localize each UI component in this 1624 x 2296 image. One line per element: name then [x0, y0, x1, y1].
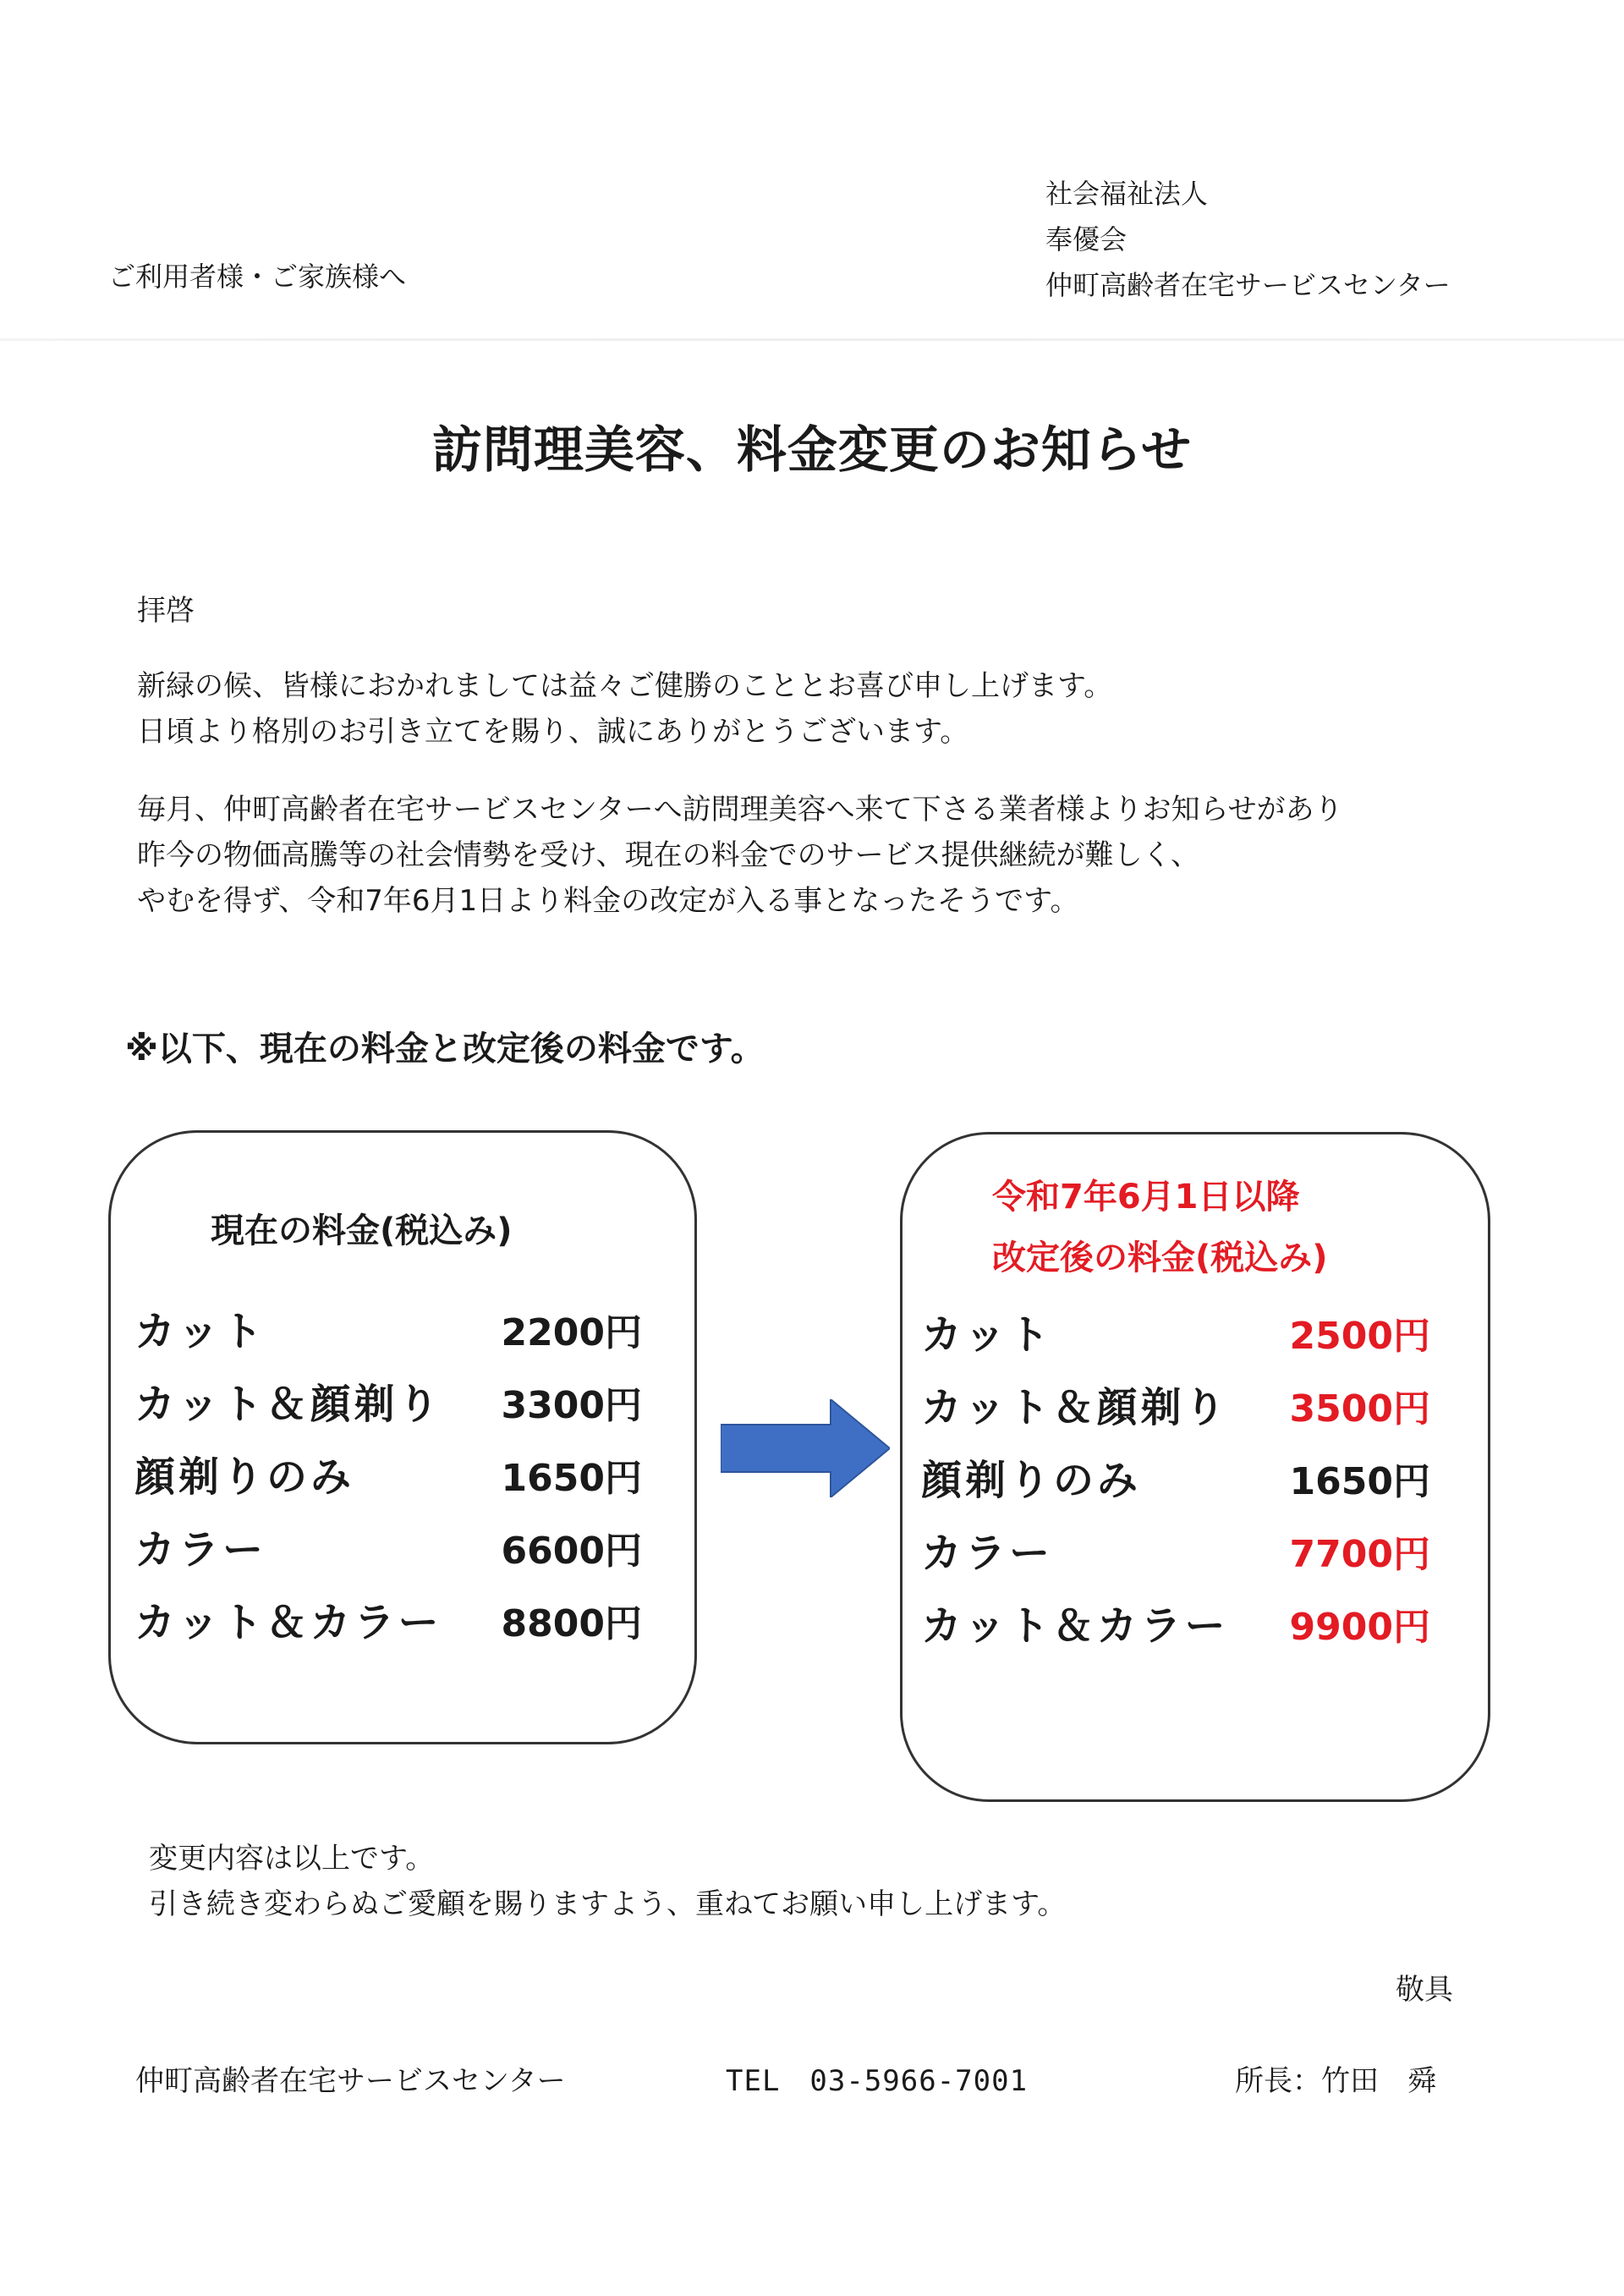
new-item-price: 2500円: [1289, 1315, 1430, 1358]
sender-block: [1045, 171, 1451, 308]
current-item-price: 6600円: [501, 1530, 642, 1573]
new-price-heading: 改定後の料金(税込み): [992, 1239, 1328, 1277]
current-item-price: 2200円: [501, 1311, 642, 1354]
right-arrow-icon: [721, 1399, 890, 1497]
closing-line: 変更内容は以上です。: [149, 1842, 435, 1876]
new-item-name: カット＆カラー: [921, 1602, 1229, 1650]
current-item-name: カット＆カラー: [134, 1599, 442, 1646]
current-item-name: カット＆顔剃り: [134, 1381, 442, 1428]
new-item-name: カット＆顔剃り: [921, 1384, 1229, 1431]
paragraph-1-line: 新緑の候、皆様におかれましては益々ご健勝のこととお喜び申し上げます。: [137, 669, 1113, 703]
sender-corporation-name: 奉優会: [1045, 223, 1127, 255]
current-price-box: [108, 1130, 697, 1744]
paragraph-1-line: 日頃より格別のお引き立てを賜り、誠にありがとうございます。: [137, 715, 969, 749]
new-item-name: カット: [921, 1311, 1053, 1359]
current-item-price: 1650円: [501, 1457, 642, 1500]
new-price-effective-date: 令和7年6月1日以降: [992, 1178, 1300, 1217]
new-item-price: 9900円: [1289, 1606, 1430, 1649]
scan-divider: [0, 338, 1624, 341]
paragraph-2-line: 昨今の物価高騰等の社会情勢を受け、現在の料金でのサービス提供継続が難しく、: [137, 838, 1199, 872]
paragraph-1: [137, 663, 1112, 755]
price-note: ※以下、現在の料金と改定後の料金です。: [125, 1030, 765, 1068]
new-item-price: 3500円: [1289, 1387, 1430, 1431]
closing-text: [149, 1836, 1066, 1927]
paragraph-2: [137, 787, 1343, 924]
current-item-price: 8800円: [501, 1602, 642, 1645]
current-item-name: カット: [134, 1308, 266, 1355]
new-item-price: 7700円: [1289, 1533, 1430, 1576]
current-price-heading: 現在の料金(税込み): [211, 1211, 513, 1250]
paragraph-2-line: 毎月、仲町高齢者在宅サービスセンターへ訪問理美容へ来て下さる業者様よりお知らせがあり: [137, 793, 1343, 827]
page-title: 訪問理美容、料金変更のお知らせ: [431, 420, 1193, 479]
footer-tel: TEL 03-5966-7001: [726, 2064, 1029, 2098]
sender-center-name: 仲町高齢者在宅サービスセンター: [1045, 269, 1451, 301]
paragraph-2-line: やむを得ず、令和7年6月1日より料金の改定が入る事となったそうです。: [137, 884, 1079, 918]
current-item-price: 3300円: [501, 1384, 642, 1427]
footer-director: 所長：竹田 舜: [1235, 2064, 1436, 2098]
current-item-name: 顔剃りのみ: [134, 1453, 355, 1501]
greeting: 拝啓: [137, 594, 195, 628]
sign-off: 敬具: [1396, 1973, 1453, 2007]
new-item-price: 1650円: [1289, 1460, 1430, 1503]
addressee: ご利用者様・ご家族様へ: [108, 261, 407, 293]
closing-line: 引き続き変わらぬご愛顧を賜りますよう、重ねてお願い申し上げます。: [149, 1887, 1067, 1921]
footer-center-name: 仲町高齢者在宅サービスセンター: [135, 2064, 566, 2098]
new-item-name: 顔剃りのみ: [921, 1457, 1142, 1504]
sender-corporation-type: 社会福祉法人: [1045, 178, 1209, 210]
current-item-name: カラー: [134, 1526, 267, 1574]
new-item-name: カラー: [921, 1530, 1054, 1577]
new-price-box: [900, 1132, 1490, 1802]
